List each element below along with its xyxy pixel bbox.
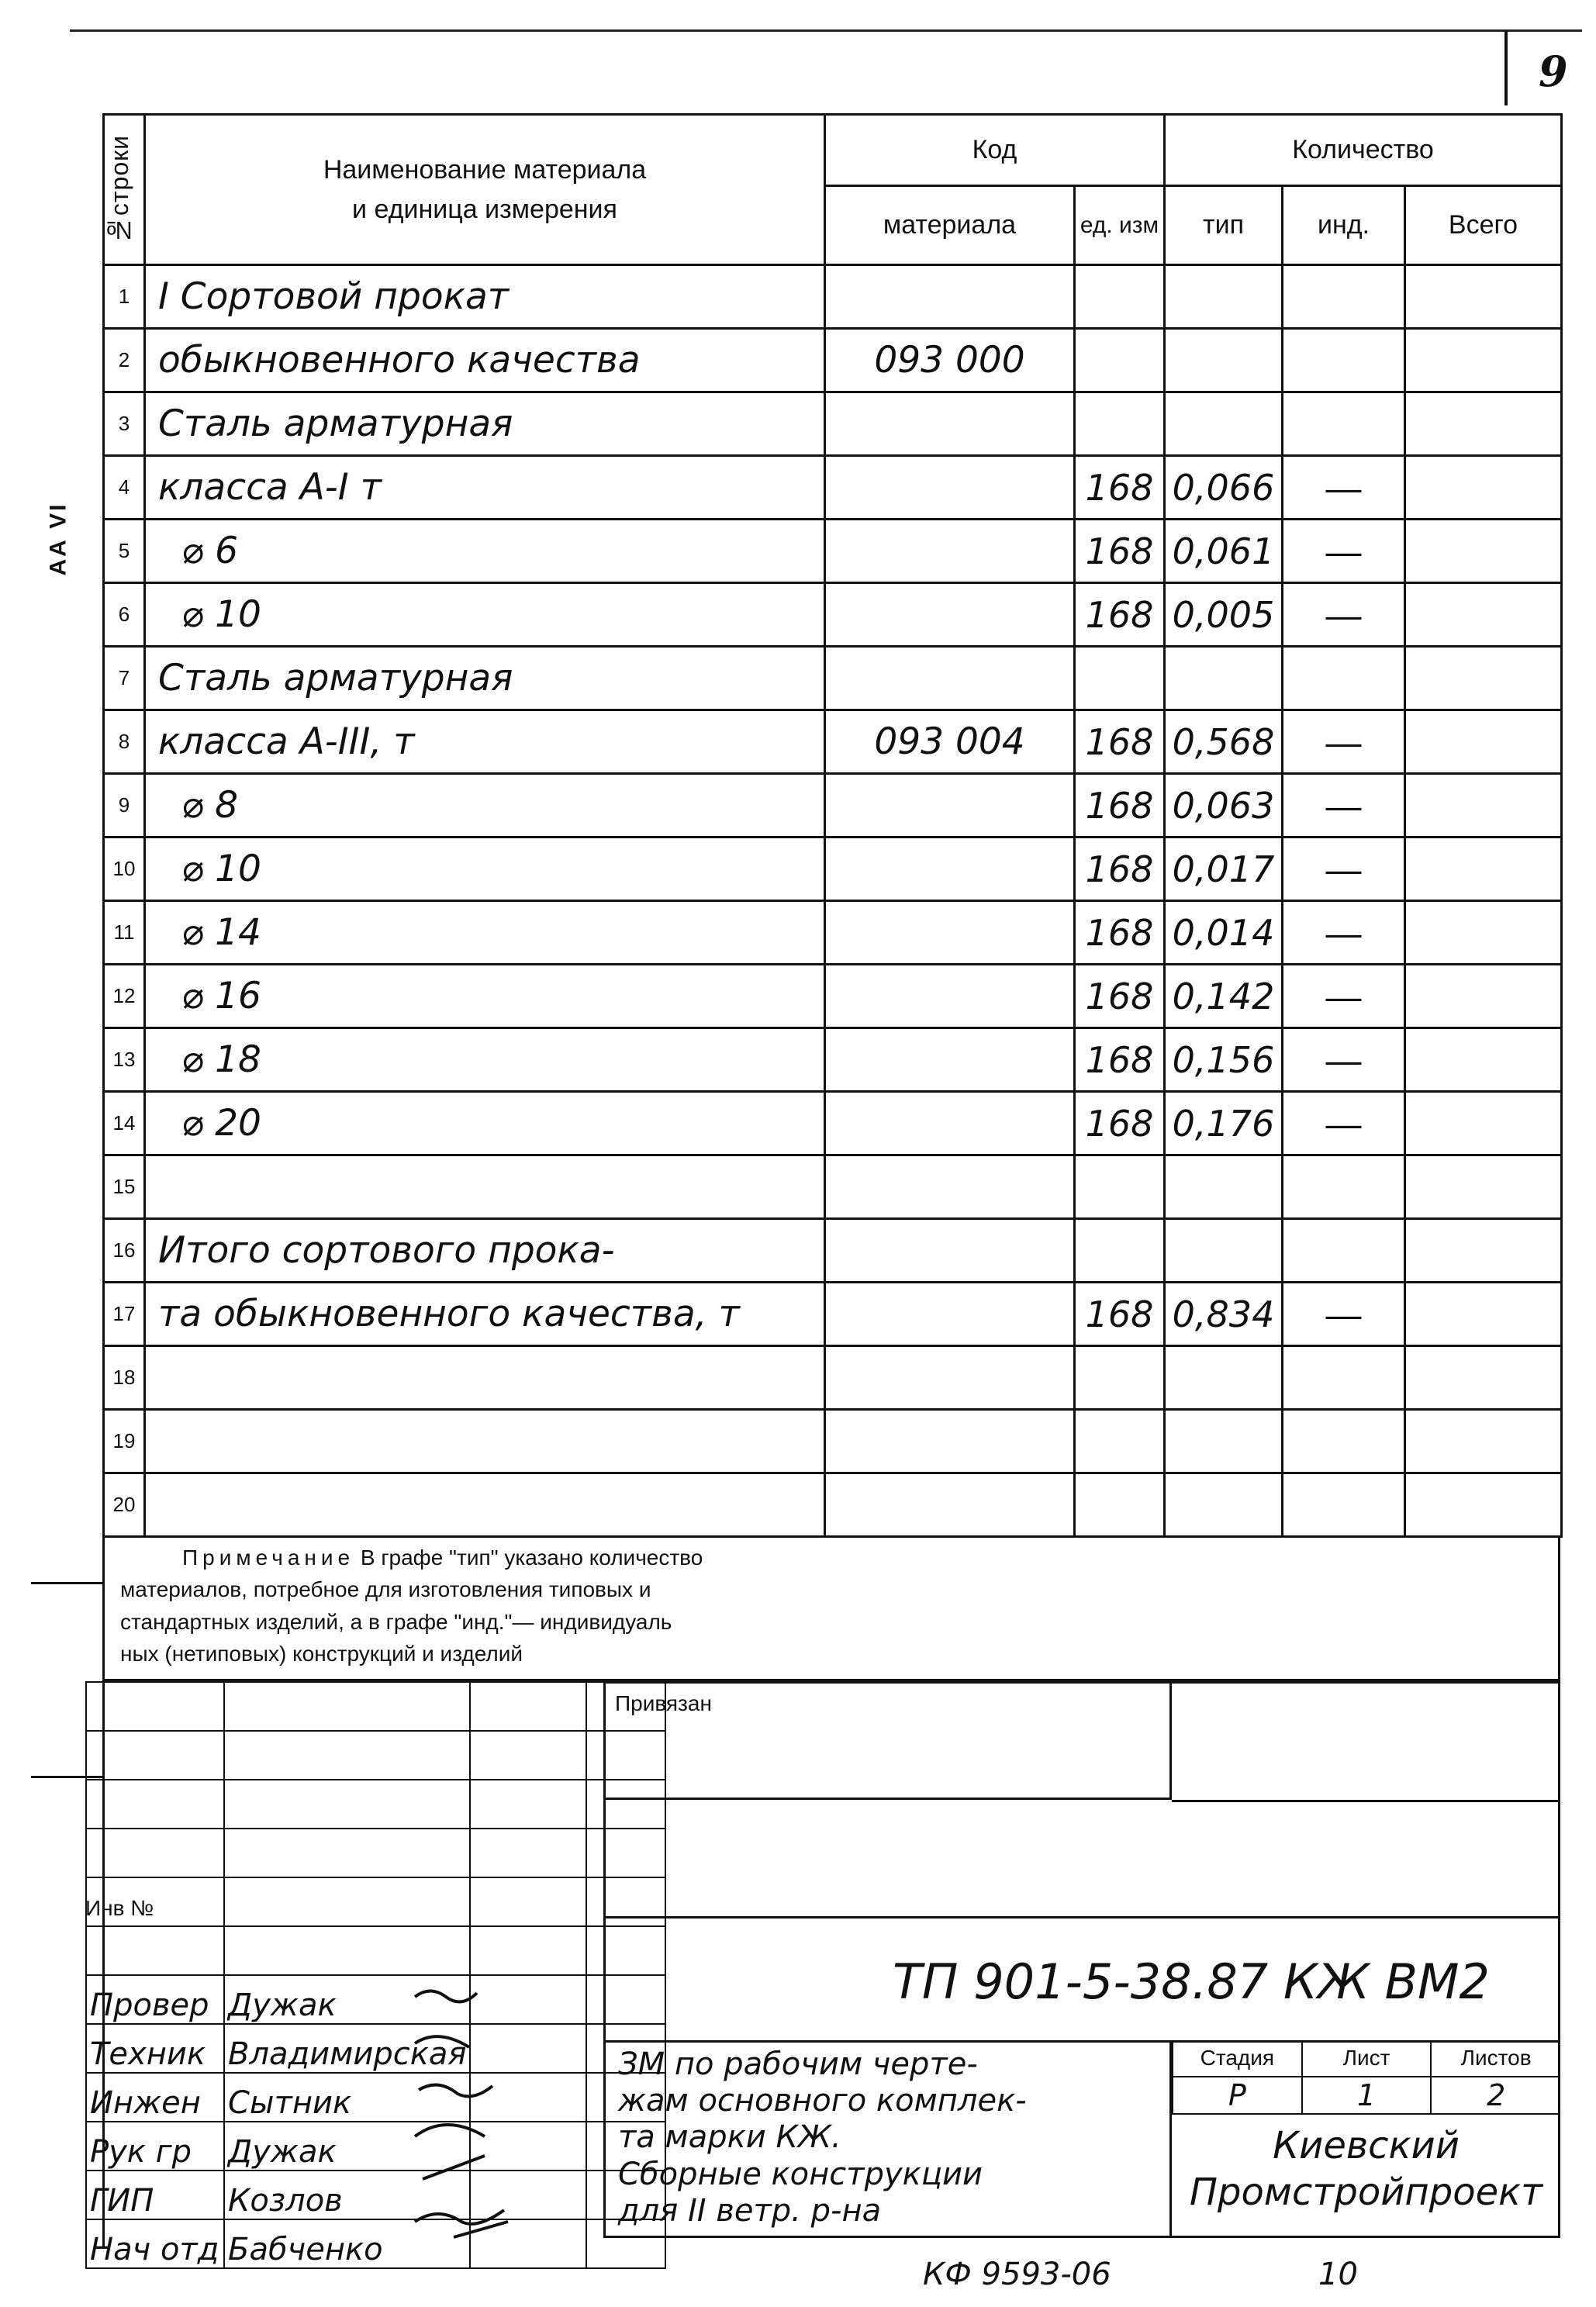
qty-type	[1165, 1219, 1283, 1283]
header-name-line2: и единица измерения	[352, 194, 617, 224]
stage-label: Стадия	[1173, 2040, 1302, 2077]
row-number: 5	[104, 520, 145, 583]
material-name: класса A-III, т	[145, 710, 825, 774]
material-name: класса A-I т	[145, 456, 825, 520]
material-name: Итого сортового прока-	[145, 1219, 825, 1283]
row-number: 8	[104, 710, 145, 774]
material-code	[825, 837, 1075, 901]
qty-ind: —	[1283, 456, 1405, 520]
signature-role: Техник	[86, 2024, 224, 2073]
qty-type: 0,142	[1165, 965, 1283, 1028]
qty-ind: —	[1283, 901, 1405, 965]
row-number: 19	[104, 1410, 145, 1473]
row-number: 1	[104, 265, 145, 329]
table-row	[104, 392, 1562, 456]
material-name	[145, 1410, 825, 1473]
signature-row	[86, 1926, 665, 1975]
qty-total	[1405, 1092, 1562, 1155]
material-name: ⌀ 14	[145, 901, 825, 965]
material-name	[145, 1155, 825, 1219]
unit-code	[1075, 647, 1165, 710]
row-number: 15	[104, 1155, 145, 1219]
unit-code	[1075, 1473, 1165, 1537]
qty-total	[1405, 1028, 1562, 1092]
signature-role: ГИП	[86, 2171, 224, 2219]
unit-code: 168	[1075, 1028, 1165, 1092]
qty-ind	[1283, 1155, 1405, 1219]
signature-role: Инжен	[86, 2073, 224, 2122]
qty-ind: —	[1283, 774, 1405, 837]
material-name: ⌀ 10	[145, 837, 825, 901]
material-name	[145, 1346, 825, 1410]
unit-code: 168	[1075, 456, 1165, 520]
signature-row	[86, 2171, 665, 2219]
qty-ind: —	[1283, 710, 1405, 774]
note-line4: ных (нетиповых) конструкций и изделий	[120, 1642, 523, 1666]
table-row	[104, 456, 1562, 520]
header-qty-ind: инд.	[1283, 186, 1405, 265]
unit-code: 168	[1075, 1283, 1165, 1346]
table-row	[104, 1028, 1562, 1092]
table-row	[104, 1155, 1562, 1219]
unit-code: 168	[1075, 583, 1165, 647]
table-row	[104, 774, 1562, 837]
unit-code	[1075, 1346, 1165, 1410]
sheet-label: Лист	[1302, 2040, 1432, 2077]
qty-ind	[1283, 265, 1405, 329]
material-code	[825, 965, 1075, 1028]
qty-ind	[1283, 1219, 1405, 1283]
sheet-number: 9	[1539, 47, 1568, 96]
organization-line: Киевский	[1273, 2124, 1460, 2167]
qty-total	[1405, 1346, 1562, 1410]
qty-type: 0,176	[1165, 1092, 1283, 1155]
signature-row	[86, 1877, 665, 1926]
qty-total	[1405, 1283, 1562, 1346]
row-number: 20	[104, 1473, 145, 1537]
qty-total	[1405, 965, 1562, 1028]
signature-role: Нач отд	[86, 2219, 224, 2268]
table-row	[104, 1410, 1562, 1473]
header-name-line1: Наименование материала	[323, 154, 647, 185]
material-code	[825, 901, 1075, 965]
qty-type: 0,834	[1165, 1283, 1283, 1346]
row-number: 3	[104, 392, 145, 456]
material-name	[145, 1473, 825, 1537]
material-code: 093 000	[825, 329, 1075, 392]
qty-ind: —	[1283, 1283, 1405, 1346]
table-row	[104, 1283, 1562, 1346]
unit-code: 168	[1075, 710, 1165, 774]
material-code	[825, 1283, 1075, 1346]
material-code: 093 004	[825, 710, 1075, 774]
signature-name: Сытник	[224, 2073, 470, 2122]
stage-table	[1172, 2040, 1560, 2118]
side-stamp-text: АА VI	[45, 502, 71, 576]
qty-ind	[1283, 1410, 1405, 1473]
note-line2: материалов, потребное для изготовления типовых и	[120, 1577, 651, 1602]
qty-type: 0,017	[1165, 837, 1283, 901]
document-code: ТП 901-5-38.87 КЖ ВМ2	[893, 1953, 1490, 2010]
qty-total	[1405, 1219, 1562, 1283]
table-row	[104, 1092, 1562, 1155]
qty-total	[1405, 392, 1562, 456]
description-line: та марки КЖ.	[618, 2119, 841, 2156]
qty-ind: —	[1283, 965, 1405, 1028]
qty-type: 0,063	[1165, 774, 1283, 837]
qty-total	[1405, 456, 1562, 520]
material-code	[825, 456, 1075, 520]
privyazan-label: Привязан	[606, 1684, 1172, 1800]
qty-total	[1405, 520, 1562, 583]
row-number: 9	[104, 774, 145, 837]
top-border	[70, 29, 1582, 32]
signature-marks	[407, 1981, 516, 2245]
table-row	[104, 837, 1562, 901]
note-block	[102, 1535, 1560, 1681]
footer-number: 10	[1318, 2257, 1358, 2292]
row-number: 16	[104, 1219, 145, 1283]
material-code	[825, 520, 1075, 583]
signature-row	[86, 1975, 665, 2024]
description-line: для II ветр. р-на	[618, 2192, 882, 2229]
materials-table	[102, 113, 1563, 1538]
row-number: 12	[104, 965, 145, 1028]
unit-code: 168	[1075, 1092, 1165, 1155]
material-code	[825, 1155, 1075, 1219]
qty-type: 0,005	[1165, 583, 1283, 647]
qty-ind	[1283, 392, 1405, 456]
material-name: ⌀ 16	[145, 965, 825, 1028]
material-name: ⌀ 18	[145, 1028, 825, 1092]
signature-row	[86, 2122, 665, 2171]
unit-code	[1075, 265, 1165, 329]
qty-ind	[1283, 329, 1405, 392]
description-line: Сборные конструкции	[618, 2156, 983, 2192]
unit-code: 168	[1075, 774, 1165, 837]
material-name: I Сортовой прокат	[145, 265, 825, 329]
qty-type	[1165, 647, 1283, 710]
organization-line: Промстройпроект	[1189, 2171, 1543, 2214]
qty-total	[1405, 265, 1562, 329]
qty-total	[1405, 647, 1562, 710]
sheet-number-box	[1504, 31, 1585, 105]
row-number: 6	[104, 583, 145, 647]
qty-total	[1405, 901, 1562, 965]
unit-code: 168	[1075, 520, 1165, 583]
header-code-unit: ед. изм	[1075, 186, 1165, 265]
qty-ind	[1283, 1346, 1405, 1410]
row-number: 4	[104, 456, 145, 520]
signature-name: Дужак	[224, 1975, 470, 2024]
material-name: ⌀ 6	[145, 520, 825, 583]
table-row	[104, 583, 1562, 647]
qty-ind	[1283, 647, 1405, 710]
signature-row	[86, 1731, 665, 1780]
qty-type	[1165, 265, 1283, 329]
note-line3: стандартных изделий, а в графе "инд."— индивидуаль	[120, 1609, 672, 1634]
organization-name	[1172, 2108, 1560, 2239]
material-name: Сталь арматурная	[145, 392, 825, 456]
material-code	[825, 583, 1075, 647]
qty-total	[1405, 329, 1562, 392]
header-material-name	[145, 115, 825, 265]
unit-code: 168	[1075, 901, 1165, 965]
unit-code	[1075, 1155, 1165, 1219]
qty-ind: —	[1283, 837, 1405, 901]
qty-total	[1405, 710, 1562, 774]
qty-type	[1165, 1346, 1283, 1410]
qty-type	[1165, 329, 1283, 392]
qty-ind: —	[1283, 583, 1405, 647]
unit-code	[1075, 1219, 1165, 1283]
qty-total	[1405, 837, 1562, 901]
table-row	[104, 1219, 1562, 1283]
signature-name: Бабченко	[224, 2219, 470, 2268]
inventory-label: Инв №	[85, 1896, 154, 1920]
unit-code	[1075, 1410, 1165, 1473]
footer-code: КФ 9593-06	[923, 2257, 1111, 2292]
description-line: ЗМ по рабочим черте-	[618, 2046, 978, 2082]
header-row-number: №строки	[104, 115, 145, 265]
document-description	[606, 2040, 1172, 2238]
material-name: обыкновенного качества	[145, 329, 825, 392]
row-number: 7	[104, 647, 145, 710]
material-code	[825, 1410, 1075, 1473]
signature-role: Рук гр	[86, 2122, 224, 2171]
table-row	[104, 965, 1562, 1028]
signature-row	[86, 2073, 665, 2122]
table-row	[104, 329, 1562, 392]
signature-name: Дужак	[224, 2122, 470, 2171]
material-name: ⌀ 20	[145, 1092, 825, 1155]
stage-value: Р	[1173, 2077, 1302, 2114]
qty-ind	[1283, 1473, 1405, 1537]
table-row	[104, 520, 1562, 583]
unit-code	[1075, 392, 1165, 456]
sheets-value: 2	[1431, 2077, 1560, 2114]
signature-row	[86, 2219, 665, 2268]
qty-total	[1405, 1155, 1562, 1219]
signature-row	[86, 1829, 665, 1877]
header-code-group: Код	[825, 115, 1165, 186]
material-name: ⌀ 8	[145, 774, 825, 837]
unit-code: 168	[1075, 837, 1165, 901]
unit-code: 168	[1075, 965, 1165, 1028]
document-code-box	[606, 1916, 1560, 2043]
qty-type: 0,568	[1165, 710, 1283, 774]
signature-row	[86, 1682, 665, 1731]
qty-total	[1405, 1473, 1562, 1537]
material-name: Сталь арматурная	[145, 647, 825, 710]
unit-code	[1075, 329, 1165, 392]
qty-ind: —	[1283, 520, 1405, 583]
material-code	[825, 1028, 1075, 1092]
sheet-value: 1	[1302, 2077, 1432, 2114]
material-code	[825, 1346, 1075, 1410]
qty-type: 0,066	[1165, 456, 1283, 520]
qty-type: 0,061	[1165, 520, 1283, 583]
qty-type	[1165, 1155, 1283, 1219]
materials-rows	[104, 265, 1562, 1537]
table-row	[104, 1473, 1562, 1537]
row-number: 17	[104, 1283, 145, 1346]
material-code	[825, 392, 1075, 456]
table-row	[104, 647, 1562, 710]
row-number: 11	[104, 901, 145, 965]
signature-name: Владимирская	[224, 2024, 470, 2073]
table-row	[104, 265, 1562, 329]
qty-type	[1165, 1410, 1283, 1473]
material-code	[825, 1473, 1075, 1537]
qty-ind: —	[1283, 1092, 1405, 1155]
qty-total	[1405, 774, 1562, 837]
signature-row	[86, 1780, 665, 1829]
header-quantity-group: Количество	[1165, 115, 1562, 186]
material-code	[825, 1219, 1075, 1283]
qty-type	[1165, 1473, 1283, 1537]
qty-type: 0,156	[1165, 1028, 1283, 1092]
material-code	[825, 774, 1075, 837]
note-title: Примечание	[182, 1545, 355, 1570]
signature-row	[86, 2024, 665, 2073]
qty-type: 0,014	[1165, 901, 1283, 965]
description-line: жам основного комплек-	[618, 2083, 1027, 2119]
header-qty-total: Всего	[1405, 186, 1562, 265]
row-number: 2	[104, 329, 145, 392]
material-name: ⌀ 10	[145, 583, 825, 647]
signatures-grid	[85, 1681, 666, 2269]
signature-name: Козлов	[224, 2171, 470, 2219]
title-block	[603, 1681, 1560, 2238]
row-number: 14	[104, 1092, 145, 1155]
material-code	[825, 265, 1075, 329]
table-row	[104, 901, 1562, 965]
qty-total	[1405, 583, 1562, 647]
qty-total	[1405, 1410, 1562, 1473]
sheets-label: Листов	[1431, 2040, 1560, 2077]
material-code	[825, 647, 1075, 710]
row-number: 18	[104, 1346, 145, 1410]
row-number: 13	[104, 1028, 145, 1092]
material-name: та обыкновенного качества, т	[145, 1283, 825, 1346]
header-code-material: материала	[825, 186, 1075, 265]
header-qty-type: тип	[1165, 186, 1283, 265]
side-stamp	[43, 485, 74, 593]
material-code	[825, 1092, 1075, 1155]
qty-type	[1165, 392, 1283, 456]
signature-role: Провер	[86, 1975, 224, 2024]
table-row	[104, 1346, 1562, 1410]
note-line1: В графе "тип" указано количество	[360, 1545, 703, 1570]
table-row	[104, 710, 1562, 774]
qty-ind: —	[1283, 1028, 1405, 1092]
row-number: 10	[104, 837, 145, 901]
